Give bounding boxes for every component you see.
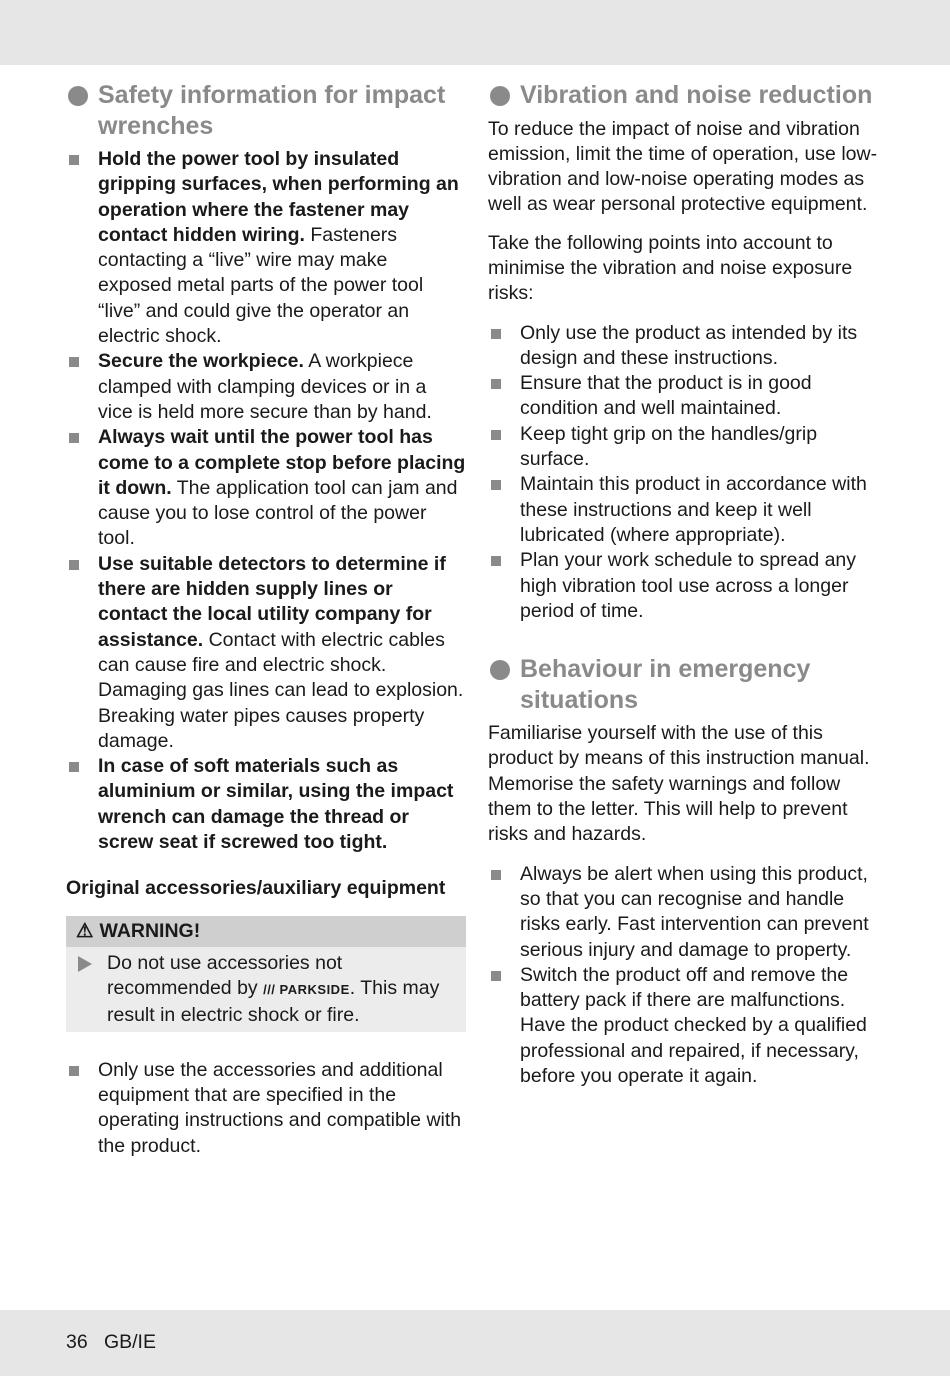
safety-list <box>66 147 466 855</box>
item-text: Keep tight grip on the handles/grip surface. <box>520 422 818 471</box>
item-text: Only use the accessories and additional equipment that are specified in the operating instructions and compatible with the product. <box>98 1058 462 1157</box>
section-heading <box>66 80 466 141</box>
right-column <box>488 80 888 1089</box>
heading-text: Safety information for impact wrenches <box>98 81 446 140</box>
list-item <box>66 1058 466 1159</box>
paragraph: Familiarise yourself with the use of this product by means of this instruction manual. Memorise the safety warnings and follow them to the letter. This will help to prevent risks and hazards. <box>488 722 870 846</box>
list-item <box>488 862 888 963</box>
page-footer <box>66 1331 156 1354</box>
vibration-list <box>488 321 888 625</box>
bullet-dot-icon <box>490 660 510 680</box>
list-item <box>66 754 466 855</box>
square-bullet-icon <box>491 870 501 880</box>
parkside-logo: /// PARKSIDE <box>263 982 350 998</box>
emergency-list <box>488 862 888 1090</box>
square-bullet-icon <box>491 329 501 339</box>
list-item <box>488 422 888 473</box>
language-label: GB/IE <box>103 1331 156 1353</box>
square-bullet-icon <box>491 379 501 389</box>
item-text: Always be alert when using this product, so that you can recognise and handle risks early. Fast intervention can prevent serious injury and damage to property. <box>520 862 869 961</box>
section-heading <box>488 654 888 715</box>
item-text: Ensure that the product is in good condition and well maintained. <box>520 372 812 420</box>
item-text: Only use the product as intended by its design and these instructions. <box>520 321 858 369</box>
item-text: The application tool can jam and cause you to lose control of the power tool. <box>98 476 458 550</box>
square-bullet-icon <box>491 556 501 566</box>
bullet-dot-icon <box>490 86 510 106</box>
paragraph: To reduce the impact of noise and vibration emission, limit the time of operation, use low-vibration and low-noise operating modes as well as wear personal protective equipment. <box>488 117 878 216</box>
item-text: A workpiece clamped with clamping devices or in a vice is held more secure than by hand. <box>98 350 432 423</box>
list-item <box>66 425 466 551</box>
item-bold: Always wait until the power tool has come to a complete stop before placing it down. <box>98 426 466 499</box>
warning-title: WARNING! <box>99 919 201 942</box>
bullet-dot-icon <box>68 86 88 106</box>
square-bullet-icon <box>69 357 79 367</box>
square-bullet-icon <box>69 1066 79 1076</box>
list-item <box>66 349 466 425</box>
warning-triangle-icon: ⚠ <box>76 919 94 942</box>
section-heading <box>488 80 888 111</box>
arrow-right-icon <box>78 956 92 972</box>
item-bold: In case of soft materials such as aluminium or similar, using the impact wrench can damage the thread or screw seat if screwed too tight. <box>98 755 454 854</box>
item-text: Switch the product off and remove the battery pack if there are malfunctions. Have the product checked by a qualified professional and repaired, if necessary, before you operate it again. <box>520 963 867 1087</box>
list-item <box>488 321 888 372</box>
warning-header <box>66 916 466 947</box>
list-item <box>488 963 888 1089</box>
warning-text-end: . This may result in electric shock or fire. <box>107 977 440 1026</box>
item-text: Plan your work schedule to spread any high vibration tool use across a longer period of time. <box>520 549 857 622</box>
square-bullet-icon <box>69 433 79 443</box>
page-number: 36 <box>66 1331 88 1353</box>
square-bullet-icon <box>491 971 501 981</box>
square-bullet-icon <box>69 155 79 165</box>
warning-box <box>66 916 466 1032</box>
warning-body <box>66 947 466 1032</box>
left-column <box>66 80 466 1159</box>
list-item <box>488 548 888 624</box>
heading-text: Vibration and noise reduction <box>520 81 873 109</box>
header-band <box>0 0 950 65</box>
square-bullet-icon <box>69 560 79 570</box>
list-item <box>488 472 888 548</box>
square-bullet-icon <box>491 480 501 490</box>
accessories-list <box>66 1058 466 1159</box>
item-text: Fasteners contacting a “live” wire may make exposed metal parts of the power tool “live” and could give the operator an electric shock. <box>98 223 424 348</box>
list-item <box>488 371 888 422</box>
paragraph: Take the following points into account to minimise the vibration and noise exposure risks: <box>488 231 853 305</box>
item-bold: Secure the workpiece. <box>98 350 304 373</box>
item-text: Maintain this product in accordance with these instructions and keep it well lubricated (where appropriate). <box>520 473 867 546</box>
item-bold: Use suitable detectors to determine if there are hidden supply lines or contact the local utility company for assistance. <box>98 552 446 651</box>
list-item <box>66 552 466 754</box>
item-text: Contact with electric cables can cause fire and electric shock. Damaging gas lines can lead to explosion. Breaking water pipes causes property damage. <box>98 628 464 752</box>
square-bullet-icon <box>69 762 79 772</box>
list-item <box>66 147 466 349</box>
item-bold: Hold the power tool by insulated gripping surfaces, when performing an operation where the fastener may contact hidden wiring. <box>98 148 459 246</box>
warning-text: Do not use accessories not recommended by <box>107 951 343 1000</box>
subheading: Original accessories/auxiliary equipment <box>66 877 446 900</box>
heading-text: Behaviour in emergency situations <box>520 655 811 714</box>
square-bullet-icon <box>491 430 501 440</box>
